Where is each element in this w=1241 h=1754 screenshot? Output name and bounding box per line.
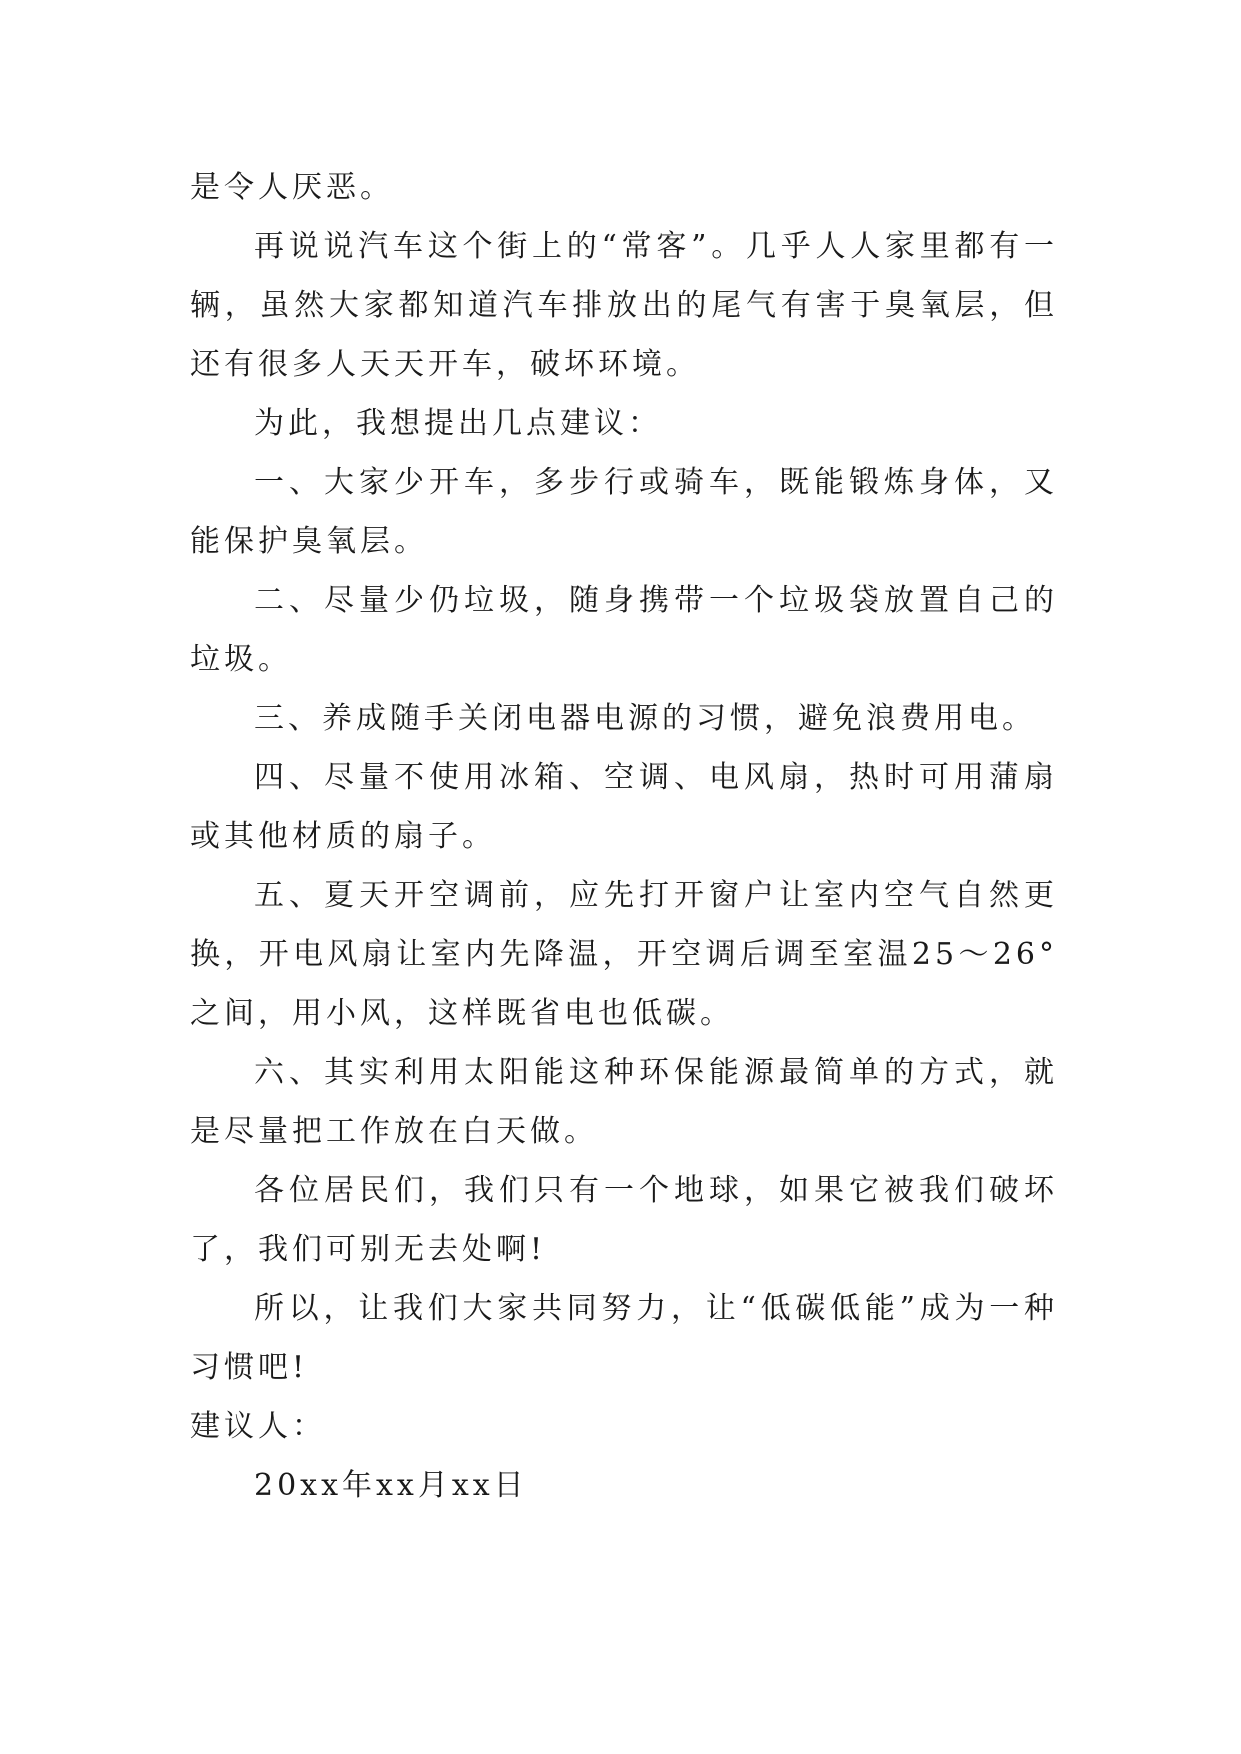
suggestion-item-3: 三、养成随手关闭电器电源的习惯，避免浪费用电。: [254, 701, 1036, 736]
suggestion-item-6: 六、其实利用太阳能这种环保能源最简单的方式，就是尽量把工作放在白天做。: [190, 1055, 1058, 1149]
signature-label: 建议人：: [190, 1409, 326, 1444]
document-body: [190, 158, 1058, 1515]
paragraph-suggestions-intro: 为此，我想提出几点建议：: [254, 406, 662, 441]
paragraph-closing: 所以，让我们大家共同努力，让“低碳低能”成为一种习惯吧!: [190, 1291, 1058, 1385]
suggestion-item-4: 四、尽量不使用冰箱、空调、电风扇，热时可用蒲扇或其他材质的扇子。: [190, 760, 1058, 854]
suggestion-item-1: 一、大家少开车，多步行或骑车，既能锻炼身体，又能保护臭氧层。: [190, 465, 1058, 559]
suggestion-item-2: 二、尽量少仍垃圾，随身携带一个垃圾袋放置自己的垃圾。: [190, 583, 1058, 677]
signature-date: 20xx年xx月xx日: [254, 1468, 528, 1503]
paragraph-appeal: 各位居民们，我们只有一个地球，如果它被我们破坏了，我们可别无去处啊!: [190, 1173, 1058, 1267]
suggestion-item-5: 五、夏天开空调前，应先打开窗户让室内空气自然更换，开电风扇让室内先降温，开空调后调至室温25～26°之间，用小风，这样既省电也低碳。: [190, 878, 1058, 1031]
paragraph-cars: 再说说汽车这个街上的“常客”。几乎人人家里都有一辆，虽然大家都知道汽车排放出的尾气有害于臭氧层，但还有很多人天天开车，破坏环境。: [190, 229, 1058, 382]
paragraph-continuation: 是令人厌恶。: [190, 170, 394, 205]
